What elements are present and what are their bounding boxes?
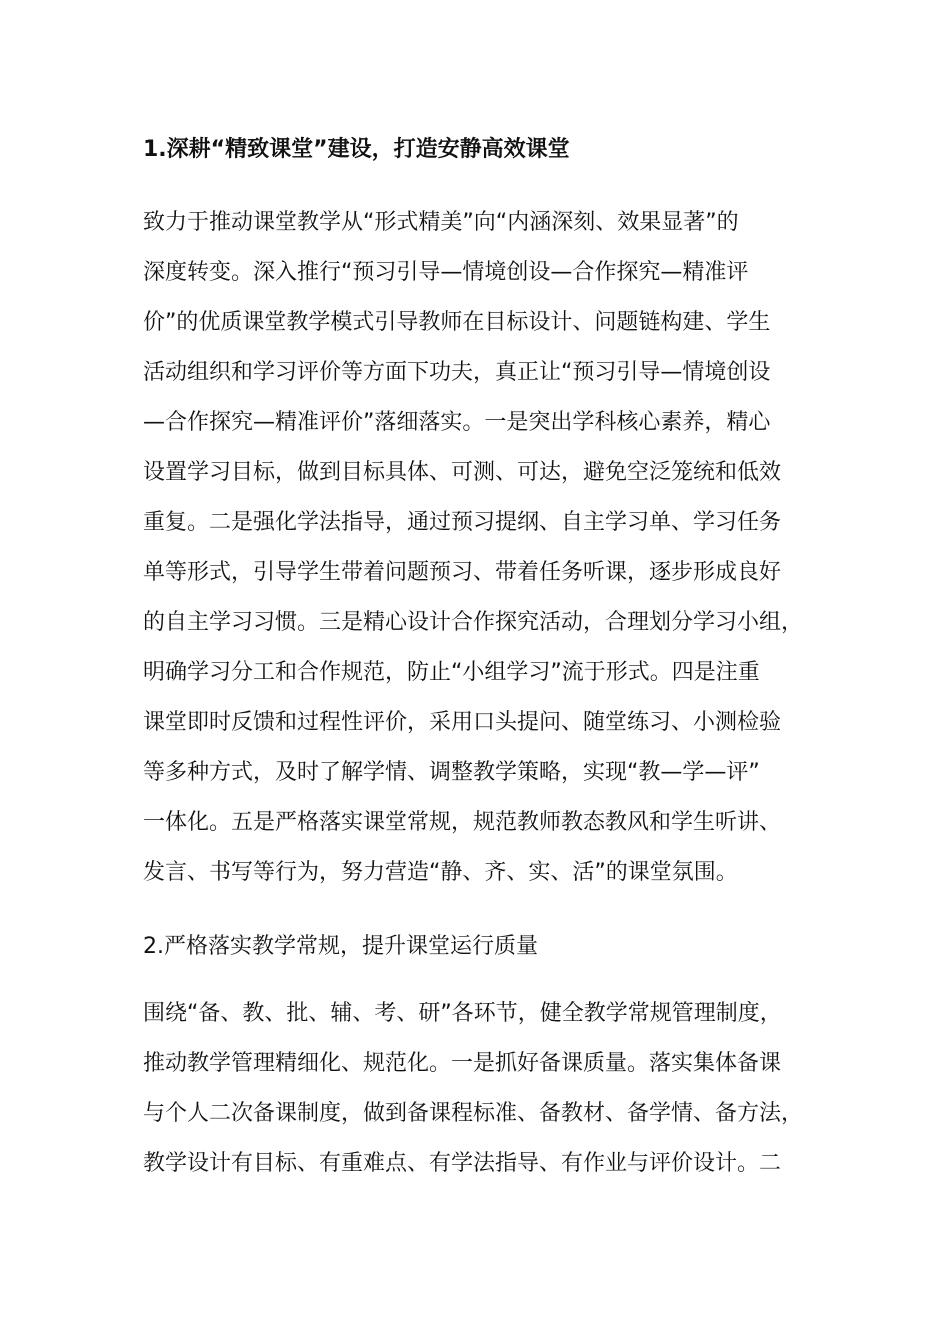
paragraph-line: 致力于推动课堂教学从“形式精美”向“内涵深刻、效果显著”的 — [143, 210, 739, 235]
paragraph-line: —合作探究—精准评价”落细落实。一是突出学科核心素养，精心 — [143, 410, 771, 435]
paragraph-line: 与个人二次备课制度，做到备课程标准、备教材、备学情、备方法， — [143, 1101, 804, 1126]
paragraph-line: 等多种方式，及时了解学情、调整教学策略，实现“教—学—评” — [143, 760, 760, 785]
paragraph-line: 深度转变。深入推行“预习引导—情境创设—合作探究—精准评 — [143, 260, 749, 285]
paragraph-line: 一体化。五是严格落实课堂常规，规范教师教态教风和学生听讲、 — [143, 810, 782, 835]
paragraph-line: 价”的优质课堂教学模式引导教师在目标设计、问题链构建、学生 — [143, 310, 771, 335]
paragraph-line: 发言、书写等行为，努力营造“静、齐、实、活”的课堂氛围。 — [143, 860, 738, 885]
paragraph-line: 明确学习分工和合作规范，防止“小组学习”流于形式。四是注重 — [143, 660, 760, 685]
paragraph-line: 教学设计有目标、有重难点、有学法指导、有作业与评价设计。二 — [143, 1151, 782, 1176]
paragraph-line: 围绕“备、教、批、辅、考、研”各环节，健全教学常规管理制度， — [143, 1001, 782, 1026]
section-2-heading: 2.严格落实教学常规，提升课堂运行质量 — [143, 934, 538, 959]
paragraph-line: 课堂即时反馈和过程性评价，采用口头提问、随堂练习、小测检验 — [143, 710, 782, 735]
section-2-paragraph — [143, 989, 803, 1189]
paragraph-line: 单等形式，引导学生带着问题预习、带着任务听课，逐步形成良好 — [143, 560, 782, 585]
section-1-heading: 1.深耕“精致课堂”建设，打造安静高效课堂 — [143, 137, 570, 162]
paragraph-line: 的自主学习习惯。三是精心设计合作探究活动，合理划分学习小组， — [143, 610, 804, 635]
paragraph-line: 推动教学管理精细化、规范化。一是抓好备课质量。落实集体备课 — [143, 1051, 782, 1076]
paragraph-line: 重复。二是强化学法指导，通过预习提纲、自主学习单、学习任务 — [143, 510, 782, 535]
section-1-paragraph — [143, 198, 803, 898]
paragraph-line: 活动组织和学习评价等方面下功夫，真正让“预习引导—情境创设 — [143, 360, 771, 385]
paragraph-line: 设置学习目标，做到目标具体、可测、可达，避免空泛笼统和低效 — [143, 460, 782, 485]
